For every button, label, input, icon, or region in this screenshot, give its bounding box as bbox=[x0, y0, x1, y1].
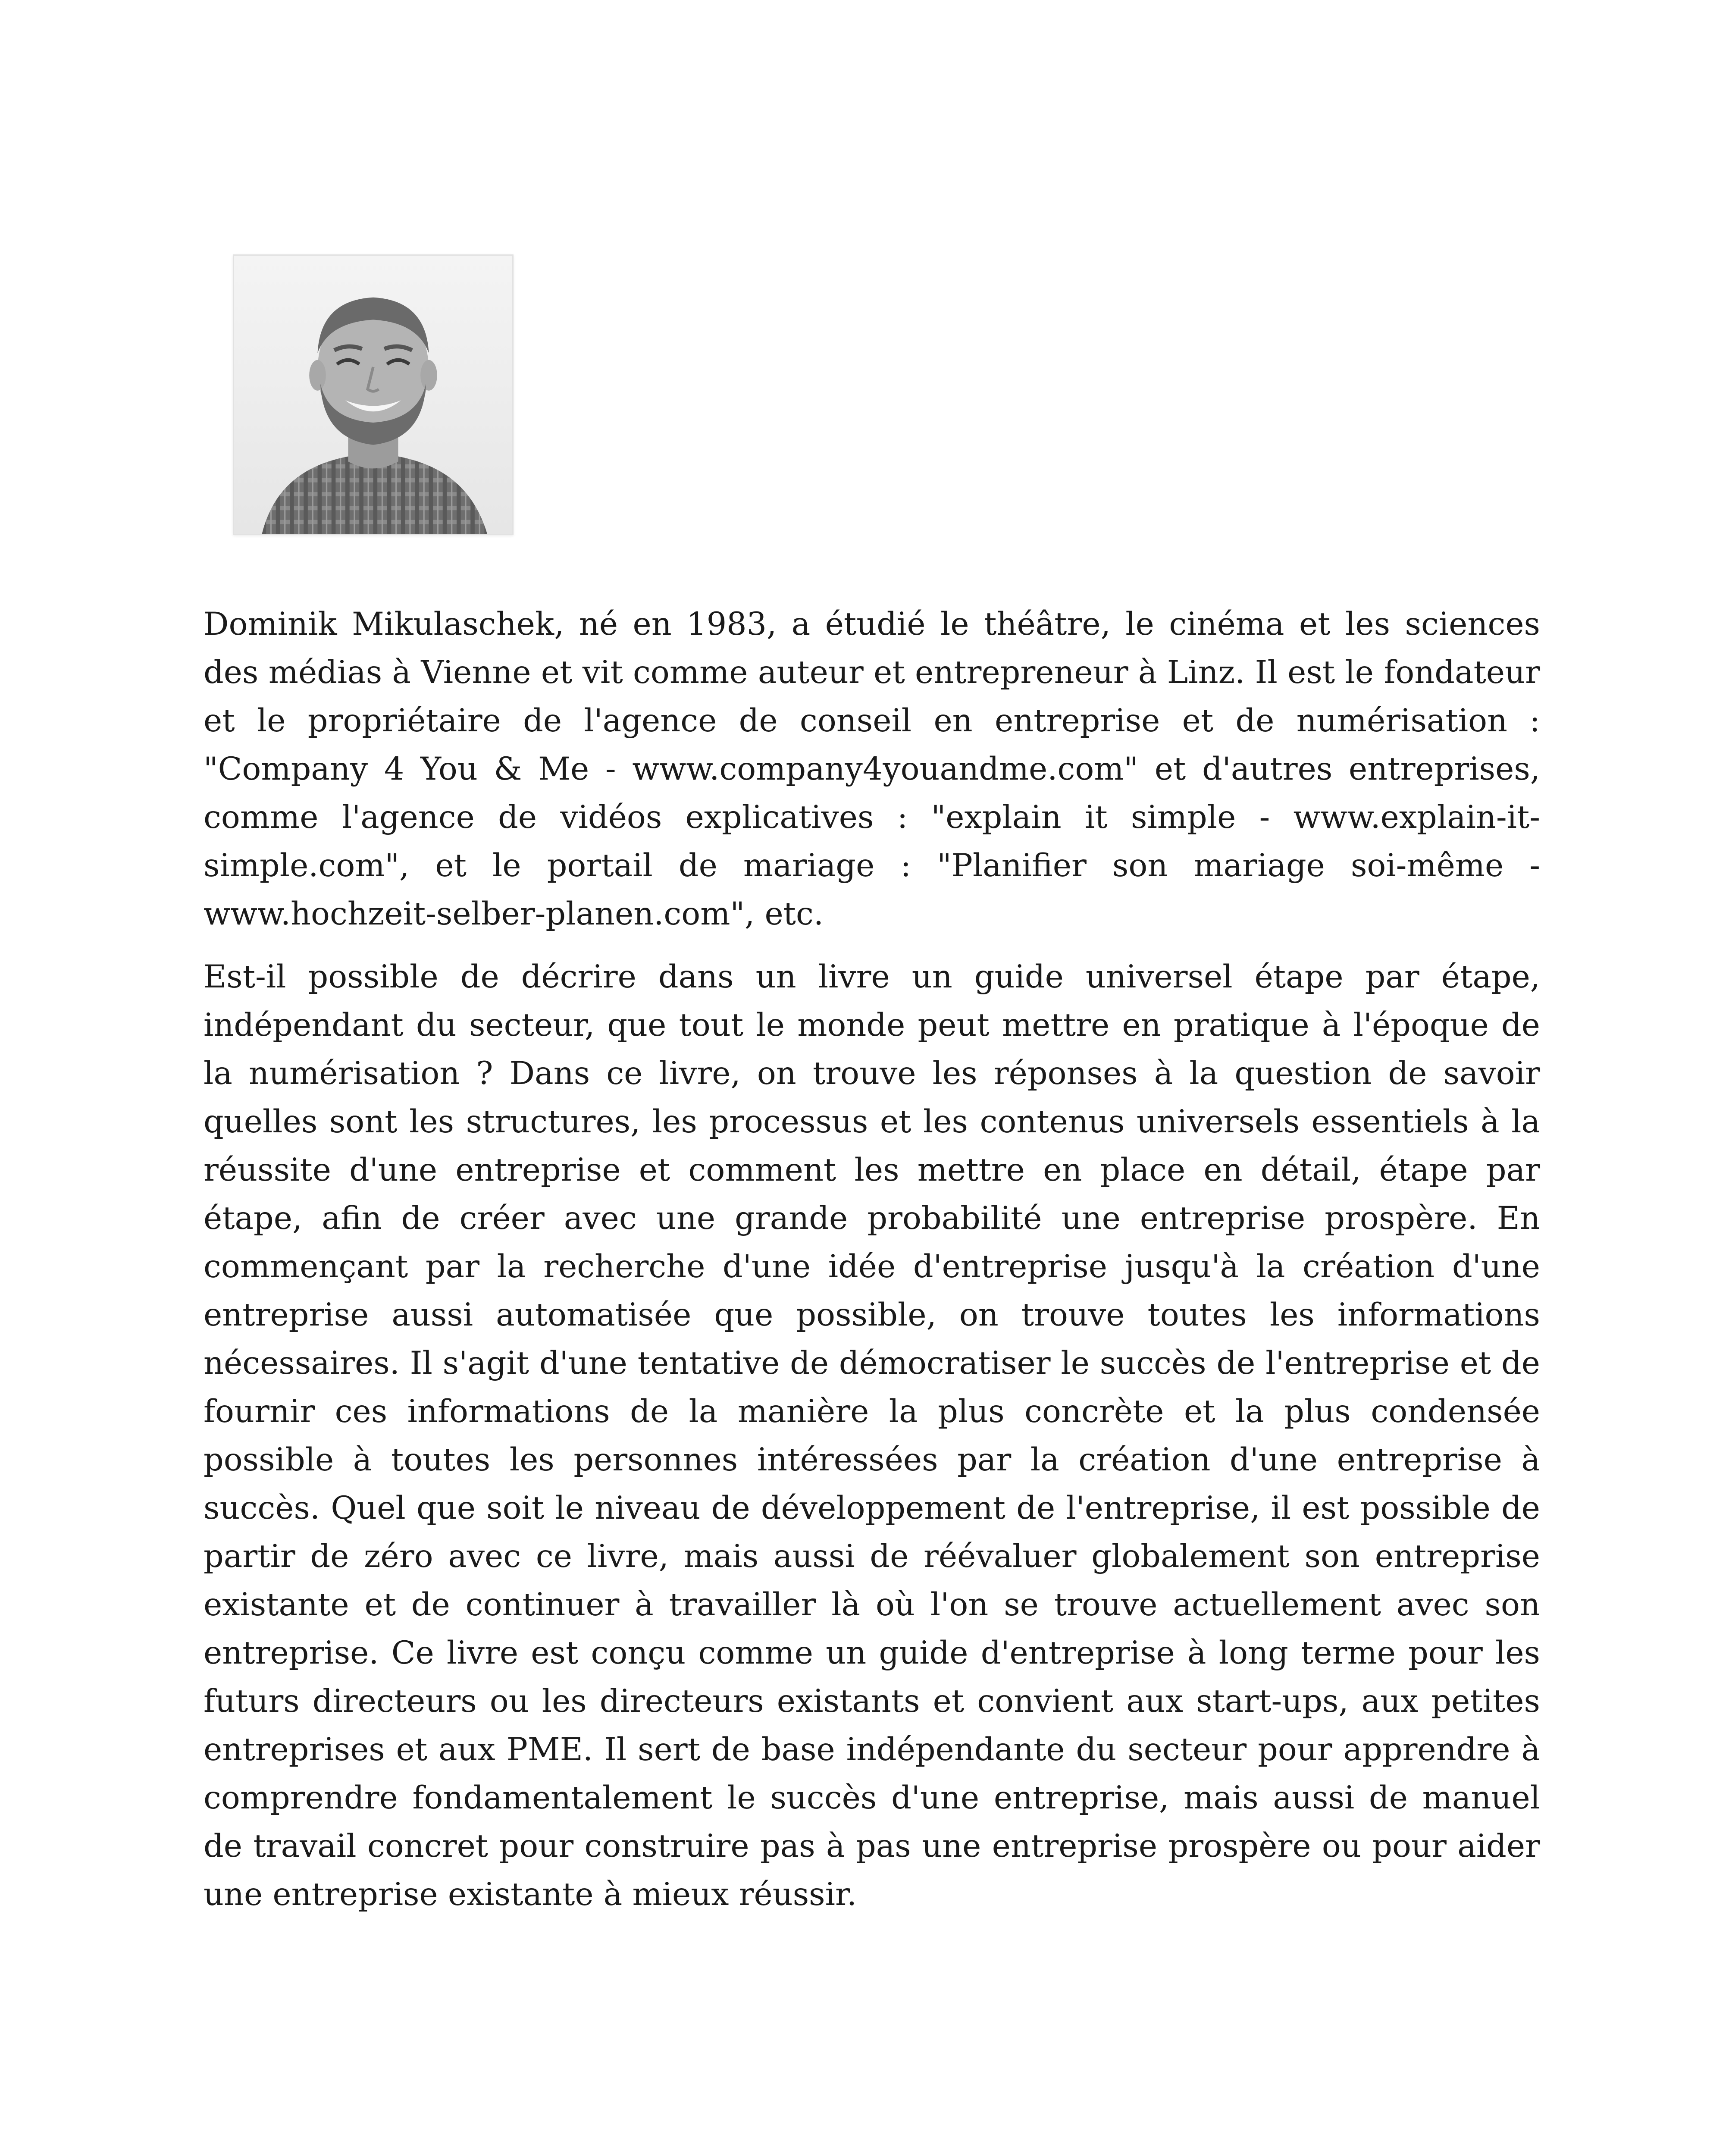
author-bio-paragraph: Dominik Mikulaschek, né en 1983, a étudié le théâtre, le cinéma et les sciences des médias à Vienne et vit comme auteur et entrepreneur à Linz. Il est le fondateur et le propriétaire de l'agence de conseil en entreprise et de numérisation : "Company 4 You & Me - www.company4youandme.com" et d'autres entreprises, comme l'agence de vidéos explicatives : "explain it simple - www.explain-it-simple.com", et le portail de mariage : "Planifier son mariage soi-même - www.hochzeit-selber-planen.com", etc. bbox=[204, 606, 1540, 932]
portrait-photo-icon bbox=[234, 256, 512, 534]
body-text bbox=[204, 600, 1540, 1934]
book-description-paragraph: Est-il possible de décrire dans un livre un guide universel étape par étape, indépendant du secteur, que tout le monde peut mettre en pratique à l'époque de la numérisation ? Dans ce livre, on trouve les réponses à la question de savoir quelles sont les structures, les processus et les contenus universels essentiels à la réussite d'une entreprise et comment les mettre en place en détail, étape par étape, afin de créer avec une grande probabilité une entreprise prospère. En commençant par la recherche d'une idée d'entreprise jusqu'à la création d'une entreprise aussi automatisée que possible, on trouve toutes les informations nécessaires. Il s'agit d'une tentative de démocratiser le succès de l'entreprise et de fournir ces informations de la manière la plus concrète et la plus condensée possible à toutes les personnes intéressées par la création d'une entreprise à succès. Quel que soit le niveau de développement de l'entreprise, il est possible de partir de zéro avec ce livre, mais aussi de réévaluer globalement son entreprise existante et de continuer à travailler là où l'on se trouve actuellement avec son entreprise. Ce livre est conçu comme un guide d'entreprise à long terme pour les futurs directeurs ou les directeurs existants et convient aux start-ups, aux petites entreprises et aux PME. Il sert de base indépendante du secteur pour apprendre à comprendre fondamentalement le succès d'une entreprise, mais aussi de manuel de travail concret pour construire pas à pas une entreprise prospère ou pour aider une entreprise existante à mieux réussir. bbox=[204, 959, 1540, 1913]
author-photo bbox=[233, 254, 514, 535]
